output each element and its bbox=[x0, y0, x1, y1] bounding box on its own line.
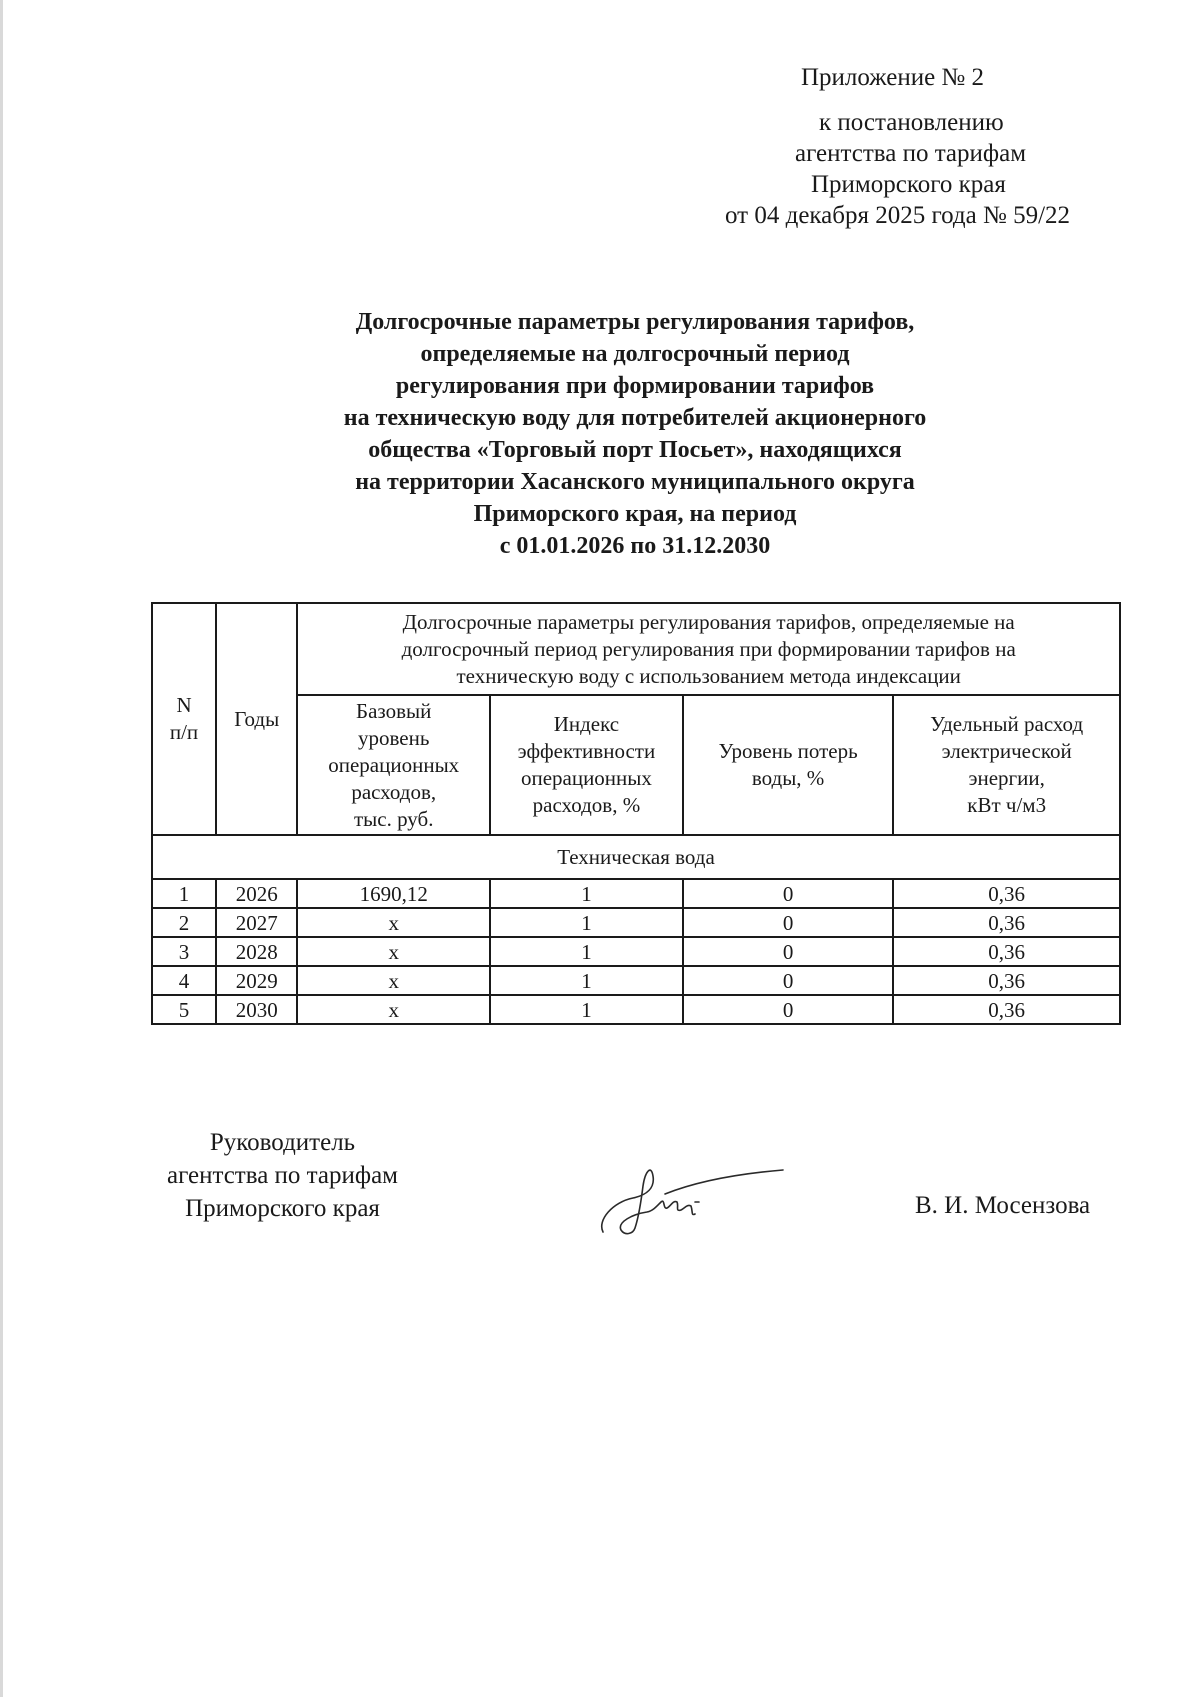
title-line: регулирования при формировании тарифов bbox=[395, 373, 875, 399]
cell-base: x bbox=[297, 908, 490, 937]
table-row bbox=[152, 995, 1120, 1024]
cell-year: 2027 bbox=[216, 908, 297, 937]
cell-energy: 0,36 bbox=[893, 879, 1120, 908]
section-row bbox=[152, 835, 1120, 879]
document-title bbox=[150, 306, 1120, 562]
cell-index: 1 bbox=[490, 966, 683, 995]
cell-year: 2028 bbox=[216, 937, 297, 966]
appendix-line: от 04 декабря 2025 года № 59/22 bbox=[725, 202, 1071, 229]
cell-base: x bbox=[297, 966, 490, 995]
header-number: N п/п bbox=[152, 603, 216, 835]
scan-edge bbox=[0, 0, 3, 1697]
header-year: Годы bbox=[216, 603, 297, 835]
table-row bbox=[152, 966, 1120, 995]
header-row bbox=[152, 695, 1120, 835]
header-base-level: Базовый уровень операционных расходов, тыс. руб. bbox=[297, 695, 490, 835]
section-title: Техническая вода bbox=[152, 835, 1120, 879]
handwritten-signature bbox=[595, 1150, 785, 1240]
cell-energy: 0,36 bbox=[893, 937, 1120, 966]
title-line: общества «Торговый порт Посьет», находящихся bbox=[368, 437, 902, 463]
cell-index: 1 bbox=[490, 879, 683, 908]
cell-number: 3 bbox=[152, 937, 216, 966]
appendix-line: Приморского края bbox=[811, 171, 1006, 198]
cell-loss: 0 bbox=[683, 908, 893, 937]
appendix-title: Приложение № 2 bbox=[801, 64, 985, 91]
header-water-loss: Уровень потерь воды, % bbox=[683, 695, 893, 835]
cell-index: 1 bbox=[490, 908, 683, 937]
header-efficiency-index: Индекс эффективности операционных расходов, % bbox=[490, 695, 683, 835]
cell-energy: 0,36 bbox=[893, 995, 1120, 1024]
cell-loss: 0 bbox=[683, 995, 893, 1024]
cell-energy: 0,36 bbox=[893, 966, 1120, 995]
signatory-name: В. И. Мосензова bbox=[915, 1192, 1091, 1219]
title-line: Приморского края, на период bbox=[473, 501, 797, 527]
cell-base: 1690,12 bbox=[297, 879, 490, 908]
title-line: с 01.01.2026 по 31.12.2030 bbox=[499, 533, 771, 559]
cell-loss: 0 bbox=[683, 879, 893, 908]
position-line: Руководитель bbox=[209, 1129, 356, 1156]
cell-year: 2030 bbox=[216, 995, 297, 1024]
title-line: определяемые на долгосрочный период bbox=[420, 341, 850, 367]
cell-number: 5 bbox=[152, 995, 216, 1024]
header-energy-consumption: Удельный расход электрической энергии, кВт ч/м3 bbox=[893, 695, 1120, 835]
position-line: агентства по тарифам bbox=[166, 1162, 399, 1189]
cell-number: 1 bbox=[152, 879, 216, 908]
signatory-position bbox=[140, 1126, 425, 1225]
title-line: Долгосрочные параметры регулирования тарифов, bbox=[355, 309, 915, 335]
cell-index: 1 bbox=[490, 937, 683, 966]
cell-base: x bbox=[297, 995, 490, 1024]
table-row bbox=[152, 879, 1120, 908]
title-line: на территории Хасанского муниципального округа bbox=[355, 469, 915, 495]
cell-base: x bbox=[297, 937, 490, 966]
title-line: на техническую воду для потребителей акционерного bbox=[343, 405, 927, 431]
cell-number: 4 bbox=[152, 966, 216, 995]
cell-loss: 0 bbox=[683, 937, 893, 966]
cell-energy: 0,36 bbox=[893, 908, 1120, 937]
appendix-block bbox=[640, 62, 1160, 231]
cell-number: 2 bbox=[152, 908, 216, 937]
parameters-table bbox=[151, 602, 1121, 1025]
header-group: Долгосрочные параметры регулирования тарифов, определяемые на долгосрочный период регулирования при формировании тарифов на техническую воду с использованием метода индексации bbox=[297, 603, 1120, 695]
cell-year: 2026 bbox=[216, 879, 297, 908]
position-line: Приморского края bbox=[185, 1195, 380, 1222]
header-row bbox=[152, 603, 1120, 695]
table-row bbox=[152, 908, 1120, 937]
cell-loss: 0 bbox=[683, 966, 893, 995]
cell-year: 2029 bbox=[216, 966, 297, 995]
table-row bbox=[152, 937, 1120, 966]
appendix-line: к постановлению bbox=[819, 109, 1004, 136]
appendix-line: агентства по тарифам bbox=[795, 140, 1027, 167]
cell-index: 1 bbox=[490, 995, 683, 1024]
